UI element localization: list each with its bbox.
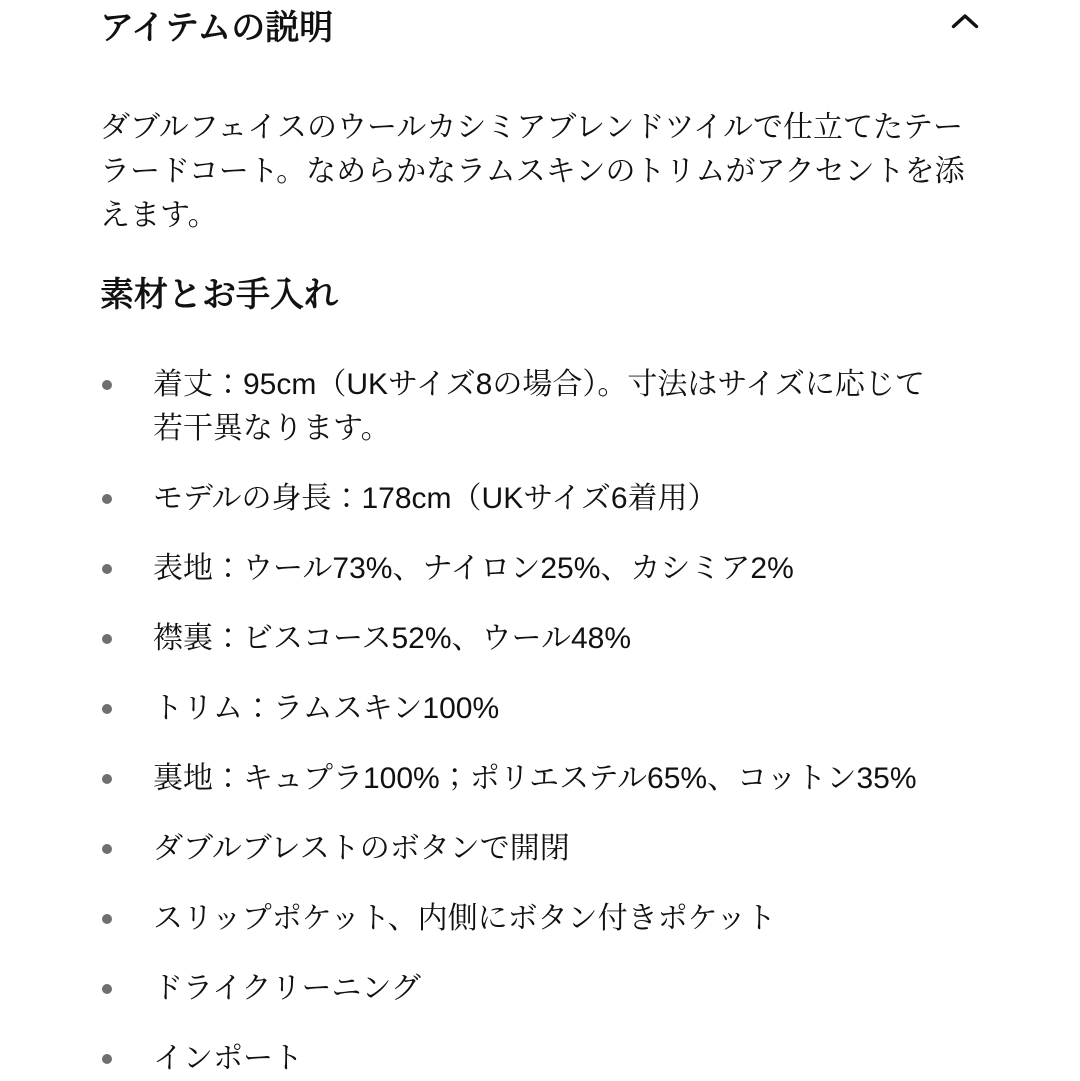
product-description-text: ダブルフェイスのウールカシミアブレンドツイルで仕立てたテーラードコート。なめらかなラムスキンのトリムがアクセントを添えます。 — [100, 111, 965, 232]
list-item: モデルの身長：178cm（UKサイズ6着用） — [100, 477, 980, 521]
list-item: 裏地：キュプラ100%；ポリエステル65%、コットン35% — [100, 757, 980, 801]
list-item: スリップポケット、内側にボタン付きポケット — [100, 897, 980, 941]
list-item: 襟裏：ビスコース52%、ウール48% — [100, 617, 980, 661]
list-item: 着丈：95cm（UKサイズ8の場合）。寸法はサイズに応じて若干異なります。 — [100, 363, 980, 451]
materials-care-heading: 素材とお手入れ — [100, 276, 338, 314]
list-item: ダブルブレストのボタンで開閉 — [100, 827, 980, 871]
materials-list — [100, 363, 980, 1081]
list-item: トリム：ラムスキン100% — [100, 687, 980, 731]
chevron-up-icon — [950, 18, 980, 33]
list-item: ドライクリーニング — [100, 967, 980, 1011]
section-title: アイテムの説明 — [100, 9, 334, 47]
accordion-header[interactable] — [100, 8, 980, 48]
list-item: 表地：ウール73%、ナイロン25%、カシミア2% — [100, 547, 980, 591]
collapse-section-button[interactable] — [950, 12, 980, 30]
list-item: インポート — [100, 1037, 980, 1081]
